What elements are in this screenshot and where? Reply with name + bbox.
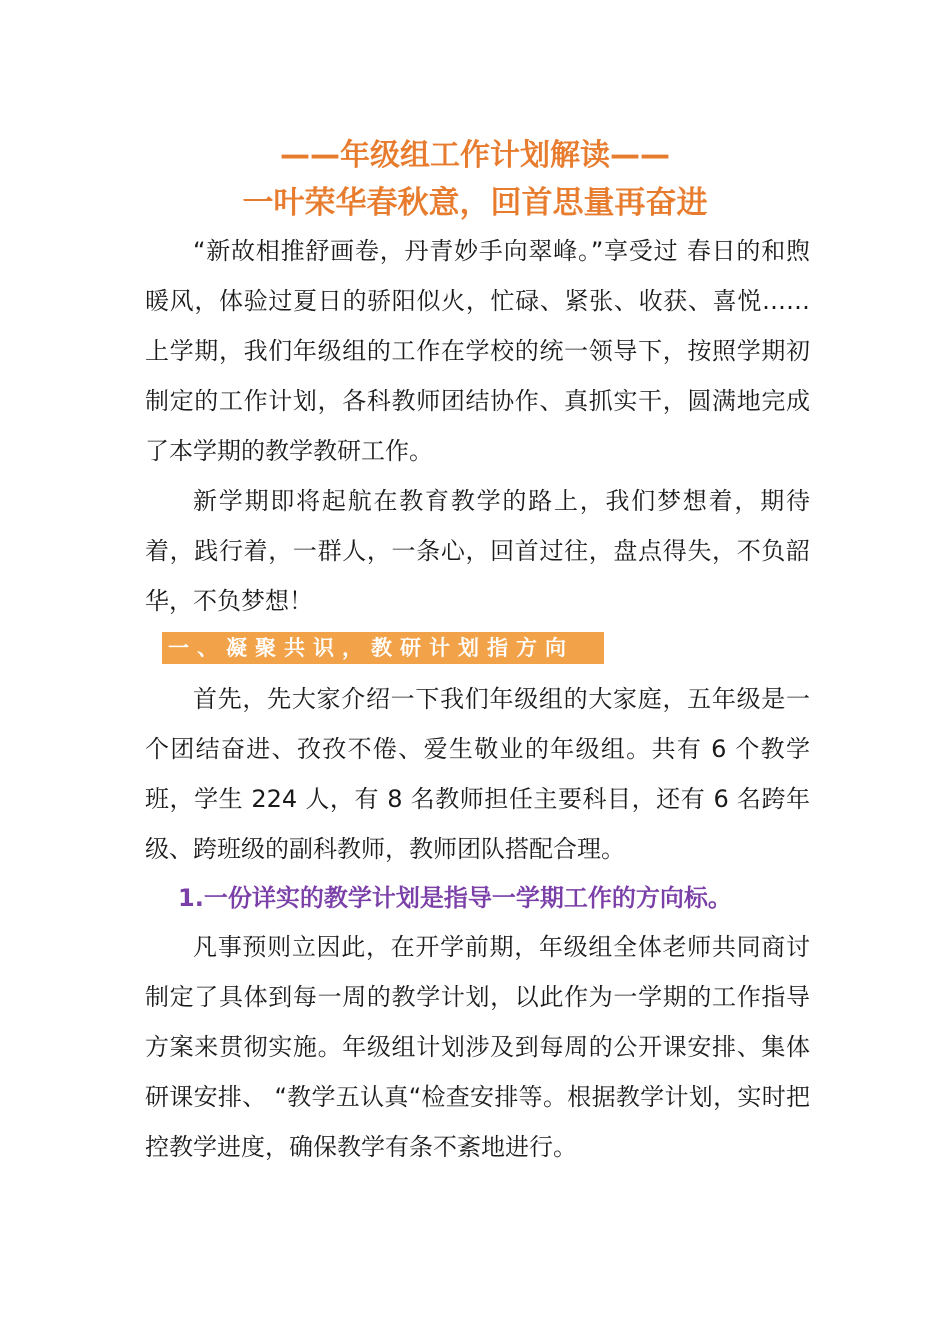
paragraph-teaching-plan: 凡事预则立因此，在开学前期，年级组全体老师共同商讨制定了具体到每一周的教学计划，以此作为一学期的工作指导方案来贯彻实施。年级组计划涉及到每周的公开课安排、集体研课安排、 “教学五认真“检查安排等。根据教学计划，实时把控教学进度，确保教学有条不紊地进行。 (145, 933, 810, 1161)
section-heading: 一、凝聚共识，教研计划指方向 (162, 632, 604, 664)
sub-heading: 1.一份详实的教学计划是指导一学期工作的方向标。 (178, 884, 732, 912)
paragraph-grade-introduction: 首先，先大家介绍一下我们年级组的大家庭，五年级是一个团结奋进、孜孜不倦、爱生敬业的年级组。共有 6 个教学班，学生 224 人，有 8 名教师担任主要科目，还有 6 名跨年级、跨班级的副科教师，教师团队搭配合理。 (145, 685, 810, 863)
paragraph-new-semester: 新学期即将起航在教育教学的路上，我们梦想着，期待着，践行着，一群人，一条心，回首过往，盘点得失，不负韶华，不负梦想！ (145, 487, 810, 615)
title-line-1: ——年级组工作计划解读—— (280, 138, 670, 173)
paragraph-intro: “新故相推舒画卷，丹青妙手向翠峰。”享受过 春日的和煦暖风，体验过夏日的骄阳似火，忙碌、紧张、收获、喜悦……上学期，我们年级组的工作在学校的统一领导下，按照学期初制定的工作计划，各科教师团结协作、真抓实干，圆满地完成了本学期的教学教研工作。 (145, 237, 810, 465)
title-line-2: 一叶荣华春秋意，回首思量再奋进 (242, 185, 708, 221)
